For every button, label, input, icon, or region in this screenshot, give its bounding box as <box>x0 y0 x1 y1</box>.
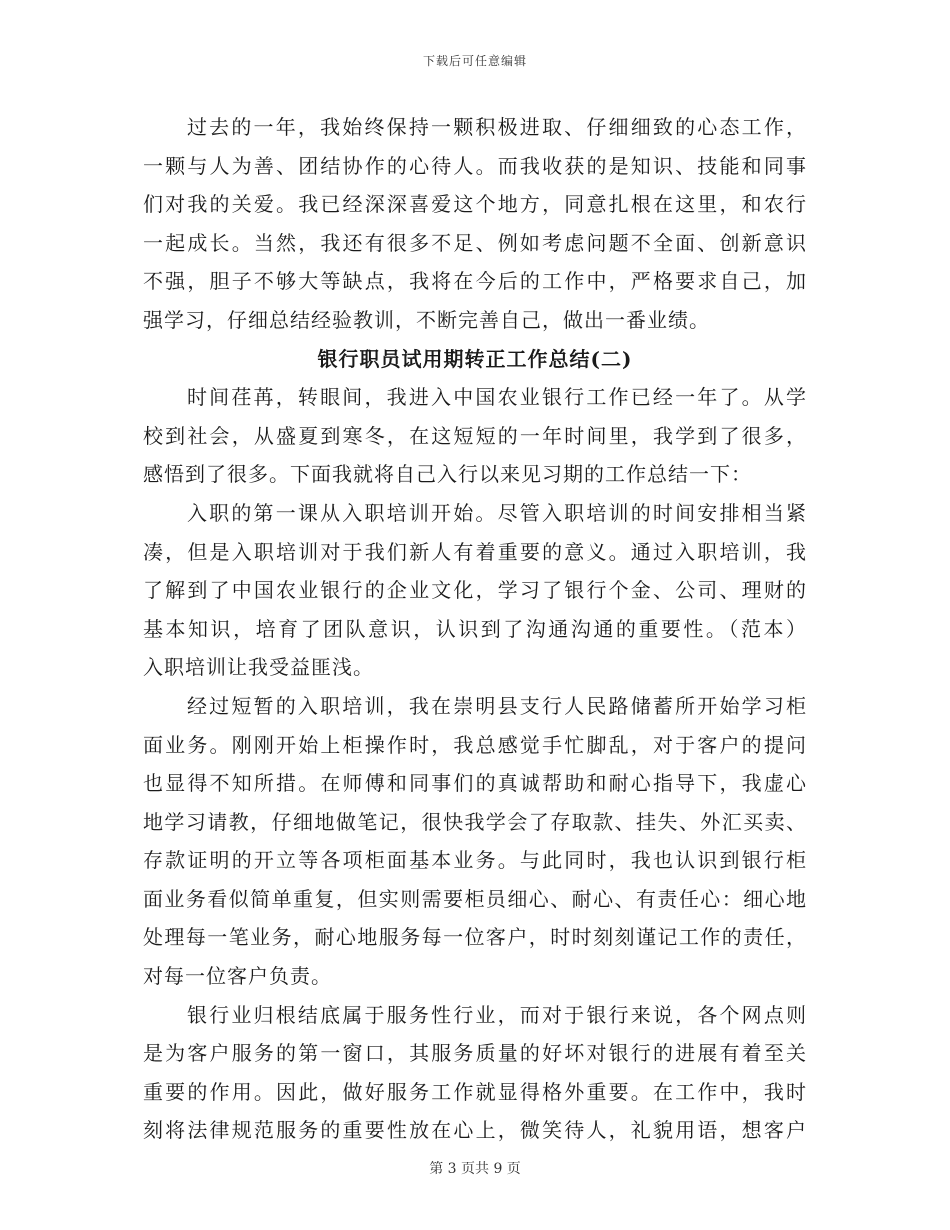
paragraph-line: 经过短暂的入职培训，我在崇明县支行人民路储蓄所开始学习柜 <box>187 693 807 718</box>
paragraph-line: 感悟到了很多。下面我就将自己入行以来见习期的工作总结一下： <box>143 462 752 487</box>
paragraph-line: 面业务。刚刚开始上柜操作时，我总感觉手忙脚乱，对于客户的提问 <box>143 732 807 757</box>
paragraph-line: 重要的作用。因此，做好服务工作就显得格外重要。在工作中，我时 <box>143 1079 807 1104</box>
paragraph-line: 刻将法律规范服务的重要性放在心上，微笑待人，礼貌用语，想客户 <box>143 1118 807 1143</box>
page-number: 第 3 页共 9 页 <box>429 1161 521 1177</box>
page-header: 下载后可任意编辑 <box>422 54 527 68</box>
paragraph-line: 处理每一笔业务，耐心地服务每一位客户，时时刻刻谨记工作的责任， <box>143 925 807 950</box>
paragraph-line: 一起成长。当然，我还有很多不足、例如考虑问题不全面、创新意识 <box>143 230 807 255</box>
paragraph-line: 入职的第一课从入职培训开始。尽管入职培训的时间安排相当紧 <box>187 500 807 525</box>
paragraph-line: 过去的一年，我始终保持一颗积极进取、仔细细致的心态工作， <box>187 115 807 139</box>
paragraph-line: 面业务看似简单重复，但实则需要柜员细心、耐心、有责任心：细心地 <box>143 886 807 911</box>
paragraph-line: 银行业归根结底属于服务性行业，而对于银行来说，各个网点则 <box>187 1002 807 1027</box>
paragraph-line: 地学习请教，仔细地做笔记，很快我学会了存取款、挂失、外汇买卖、 <box>143 809 807 834</box>
paragraph-line: 强学习，仔细总结经验教训，不断完善自己，做出一番业绩。 <box>143 307 710 332</box>
paragraph-line: 入职培训让我受益匪浅。 <box>143 655 374 680</box>
paragraph-line: 校到社会，从盛夏到寒冬，在这短短的一年时间里，我学到了很多， <box>143 423 807 448</box>
paragraph-line: 一颗与人为善、团结协作的心待人。而我收获的是知识、技能和同事 <box>143 153 807 178</box>
paragraph-line: 凑，但是入职培训对于我们新人有着重要的意义。通过入职培训，我 <box>143 539 807 564</box>
paragraph-line: 们对我的关爱。我已经深深喜爱这个地方，同意扎根在这里，和农行 <box>143 192 807 217</box>
paragraph-line: 基本知识，培育了团队意识，认识到了沟通沟通的重要性。（范本） <box>143 616 807 641</box>
paragraph-line: 时间荏苒，转眼间，我进入中国农业银行工作已经一年了。从学 <box>187 385 807 410</box>
document-body <box>143 108 807 1150</box>
section-title: 银行职员试用期转正工作总结(二) <box>317 346 633 371</box>
paragraph-line: 也显得不知所措。在师傅和同事们的真诚帮助和耐心指导下，我虚心 <box>143 771 807 796</box>
paragraph-line: 了解到了中国农业银行的企业文化，学习了银行个金、公司、理财的 <box>143 578 807 603</box>
paragraph-line: 不强，胆子不够大等缺点，我将在今后的工作中，严格要求自己，加 <box>143 269 807 294</box>
paragraph-line: 存款证明的开立等各项柜面基本业务。与此同时，我也认识到银行柜 <box>143 848 807 873</box>
paragraph-line: 对每一位客户负责。 <box>143 964 332 989</box>
paragraph-line: 是为客户服务的第一窗口，其服务质量的好坏对银行的进展有着至关 <box>143 1041 807 1066</box>
